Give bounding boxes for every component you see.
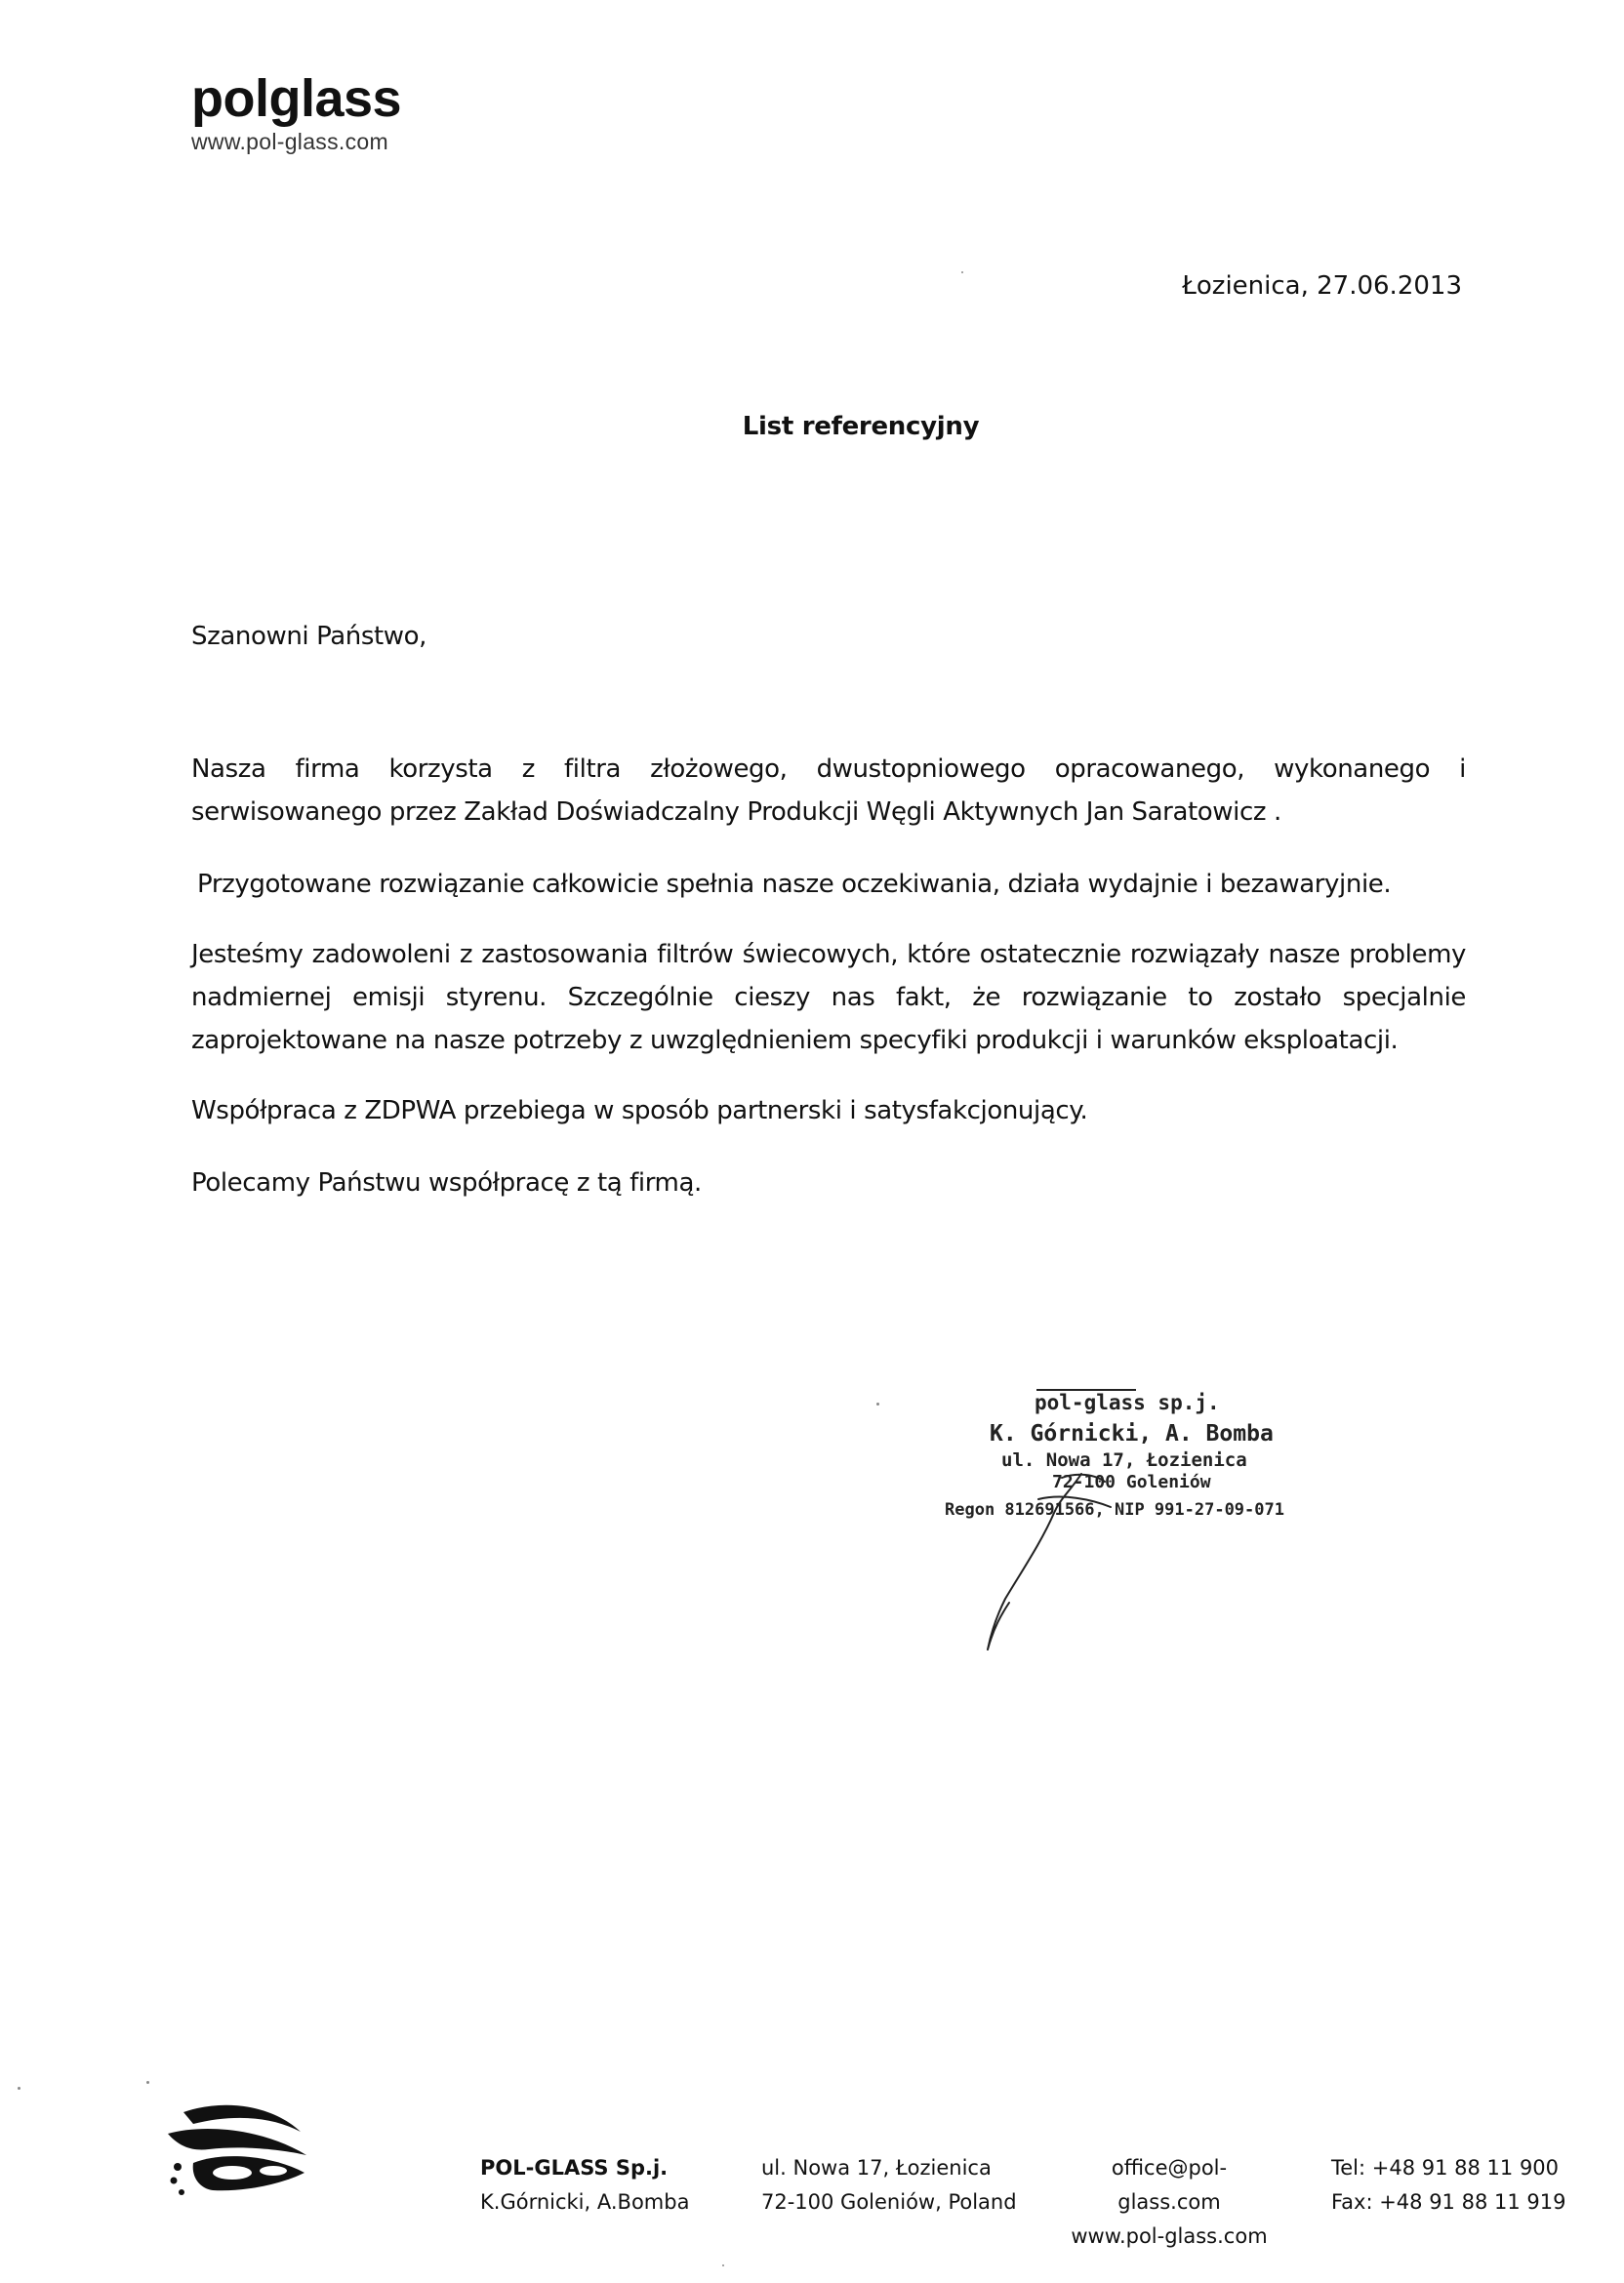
polglass-logo-icon [164,2095,310,2202]
letter-subject: List referencyjny [742,412,980,441]
paragraph-1: Nasza firma korzysta z filtra złożowego, dwustopniowego opracowanego, wykonanego i serwisowanego przez Zakład Doświadczalny Produkcji Węgli Aktywnych Jan Saratowicz . [191,754,1466,827]
footer-email[interactable]: office@pol-glass.com [1111,2156,1228,2214]
paragraph-3: Jesteśmy zadowoleni z zastosowania filtrów świecowych, które ostatecznie rozwiązały nasze problemy nadmiernej emisji styrenu. Szczególnie cieszy nas fakt, że rozwiązanie to zostało specjalnie zaprojektowane na nasze potrzeby z uwzględnieniem specyfiki produkcji i warunków eksploatacji. [191,940,1466,1055]
footer-fax: Fax: +48 91 88 11 919 [1331,2190,1566,2214]
company-website[interactable]: www.pol-glass.com [191,129,388,154]
scan-speck [876,1403,879,1406]
footer-city: 72-100 Goleniów, Poland [761,2190,1017,2214]
salutation: Szanowni Państwo, [191,622,426,651]
stamp-line-3: ul. Nowa 17, Łozienica [1001,1449,1247,1471]
scan-speck [722,2264,724,2266]
paragraph-4: Współpraca z ZDPWA przebiega w sposób partnerski i satysfakcjonujący. [191,1096,1088,1125]
footer-tel: Tel: +48 91 88 11 900 [1331,2156,1560,2180]
scan-speck [961,271,963,273]
footer-owners: K.Górnicki, A.Bomba [480,2190,690,2214]
paragraph-2: Przygotowane rozwiązanie całkowicie spełnia nasze oczekiwania, działa wydajnie i bezawaryjnie. [197,870,1392,899]
letterhead [191,69,402,155]
footer-phones [1331,2151,1565,2220]
footer-company-name: POL-GLASS Sp.j. [480,2156,669,2180]
scan-speck [18,2087,20,2090]
company-stamp [945,1384,1316,1677]
paragraph-5: Polecamy Państwu współpracę z tą firmą. [191,1168,702,1198]
stamp-line-2: K. Górnicki, A. Bomba [990,1421,1274,1447]
footer-street: ul. Nowa 17, Łozienica [761,2156,992,2180]
stamp-line-1: pol-glass sp.j. [1035,1391,1220,1414]
stamp-line-5: Regon 812691566, NIP 991-27-09-071 [945,1500,1284,1520]
company-brand: polglass [191,69,402,128]
footer-web[interactable]: www.pol-glass.com [1071,2224,1268,2248]
footer-contact [1062,2151,1277,2254]
scan-speck [146,2081,149,2084]
footer-address [761,2151,1017,2220]
date-line: Łozienica, 27.06.2013 [1182,271,1462,301]
footer-company [480,2151,689,2220]
stamp-line-4: 72-100 Goleniów [1052,1472,1211,1492]
